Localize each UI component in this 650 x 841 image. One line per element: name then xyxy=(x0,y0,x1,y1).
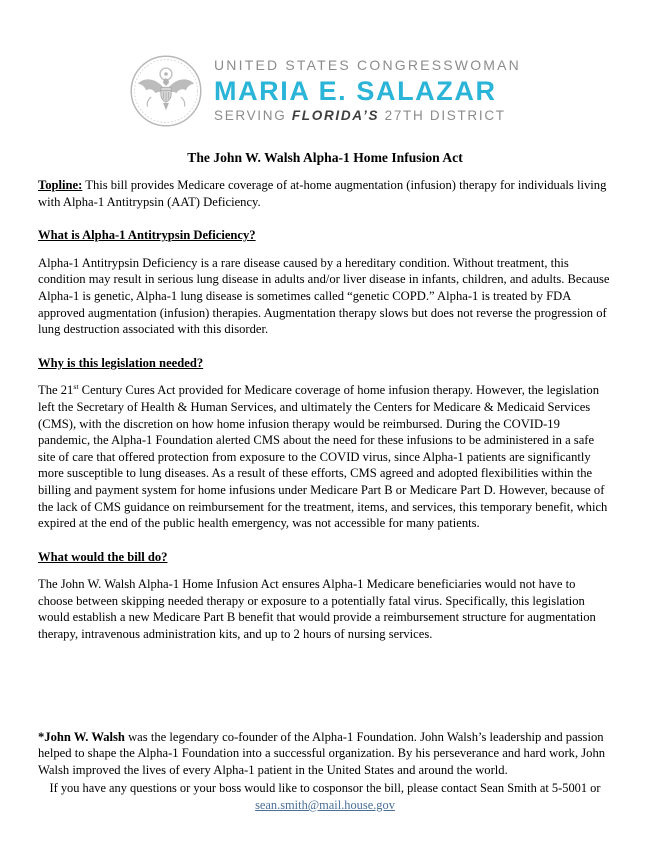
ordinal-superscript: st xyxy=(73,382,79,392)
florida-label: FLORIDA’S xyxy=(291,108,380,123)
topline-label: Topline: xyxy=(38,178,83,192)
section-body-what-is-alpha1: Alpha-1 Antitrypsin Deficiency is a rare disease caused by a hereditary condition. Without treatment, this condition may result in serious lung disease in adults and/or liver disease in infants, children, and adults. Because Alpha-1 is genetic, Alpha-1 lung disease is sometimes called “genetic COPD.” Alpha-1 is treated by FDA approved augmentation (infusion) therapies. Augmentation therapy slows but does not reverse the progression of lung destruction associated with this disorder. xyxy=(38,255,610,337)
section-heading-why-needed: Why is this legislation needed? xyxy=(38,355,204,370)
topline-text: This bill provides Medicare coverage of at-home augmentation (infusion) therapy for individuals living with Alpha-1 Antitrypsin (AAT) Deficiency. xyxy=(38,178,607,209)
section-heading-what-would-bill-do: What would the bill do? xyxy=(38,549,168,564)
letterhead-text xyxy=(214,57,521,124)
contact-email-line xyxy=(38,797,612,814)
body-text-after-superscript: Century Cures Act provided for Medicare coverage of home infusion therapy. However, the legislation left the Secretary of Health & Human Services, and ultimately the Centers for Medicare & Medicaid Services (CMS), with the discretion on how home infusion therapy would be reimbursed. During the COVID-19 pandemic, the Alpha-1 Foundation alerted CMS about the need for these infusions to be administered in a safe site of care that offered protection from exposure to the COVID virus, since Alpha-1 patients are significantly more susceptible to lung diseases. As a result of these efforts, CMS agreed and adopted flexibilities within the billing and payment system for home infusions under Medicare Part B or Medicare Part D. However, because of the lack of CMS guidance on reimbursement for the treatment, items, and services, this temporary benefit, which expired at the end of the public health emergency, was not accessible for many patients. xyxy=(38,383,608,531)
topline-paragraph xyxy=(38,177,612,210)
congresswoman-label: UNITED STATES CONGRESSWOMAN xyxy=(213,57,521,74)
section-body-what-would-bill-do: The John W. Walsh Alpha-1 Home Infusion Act ensures Alpha-1 Medicare beneficiaries would not have to choose between skipping needed therapy or exposure to a potentially fatal virus. Specifically, this legislation would establish a new Medicare Part B benefit that would provide a reimbursement structure for augmentation therapy, intravenous administration kits, and up to 2 hours of nursing services. xyxy=(38,577,596,642)
great-seal-icon xyxy=(129,54,203,128)
section-body-why-needed xyxy=(38,382,612,531)
member-name: MARIA E. SALAZAR xyxy=(213,76,497,106)
contact-footer xyxy=(38,780,612,814)
contact-email-link[interactable]: sean.smith@mail.house.gov xyxy=(255,798,395,812)
section-heading-what-is-alpha1: What is Alpha-1 Antitrypsin Deficiency? xyxy=(38,228,256,243)
district-label: 27TH DISTRICT xyxy=(379,108,506,123)
contact-text: If you have any questions or your boss would like to cosponsor the bill, please contact Sean Smith at 5-5001 or xyxy=(49,781,601,795)
footnote-paragraph xyxy=(38,729,612,779)
footnote-text: was the legendary co-founder of the Alpha-1 Foundation. John Walsh’s leadership and passion helped to shape the Alpha-1 Foundation into a successful organization. By his perseverance and hard work, John Walsh improved the lives of every Alpha-1 patient in the United States and around the world. xyxy=(38,729,606,777)
letterhead xyxy=(0,0,650,128)
district-line xyxy=(214,108,521,125)
body-text-before-superscript: The 21 xyxy=(38,383,74,398)
footnote-label: *John W. Walsh xyxy=(38,729,125,744)
document-body xyxy=(0,149,650,778)
page-title: The John W. Walsh Alpha-1 Home Infusion Act xyxy=(187,150,463,165)
serving-label: SERVING xyxy=(213,108,292,123)
